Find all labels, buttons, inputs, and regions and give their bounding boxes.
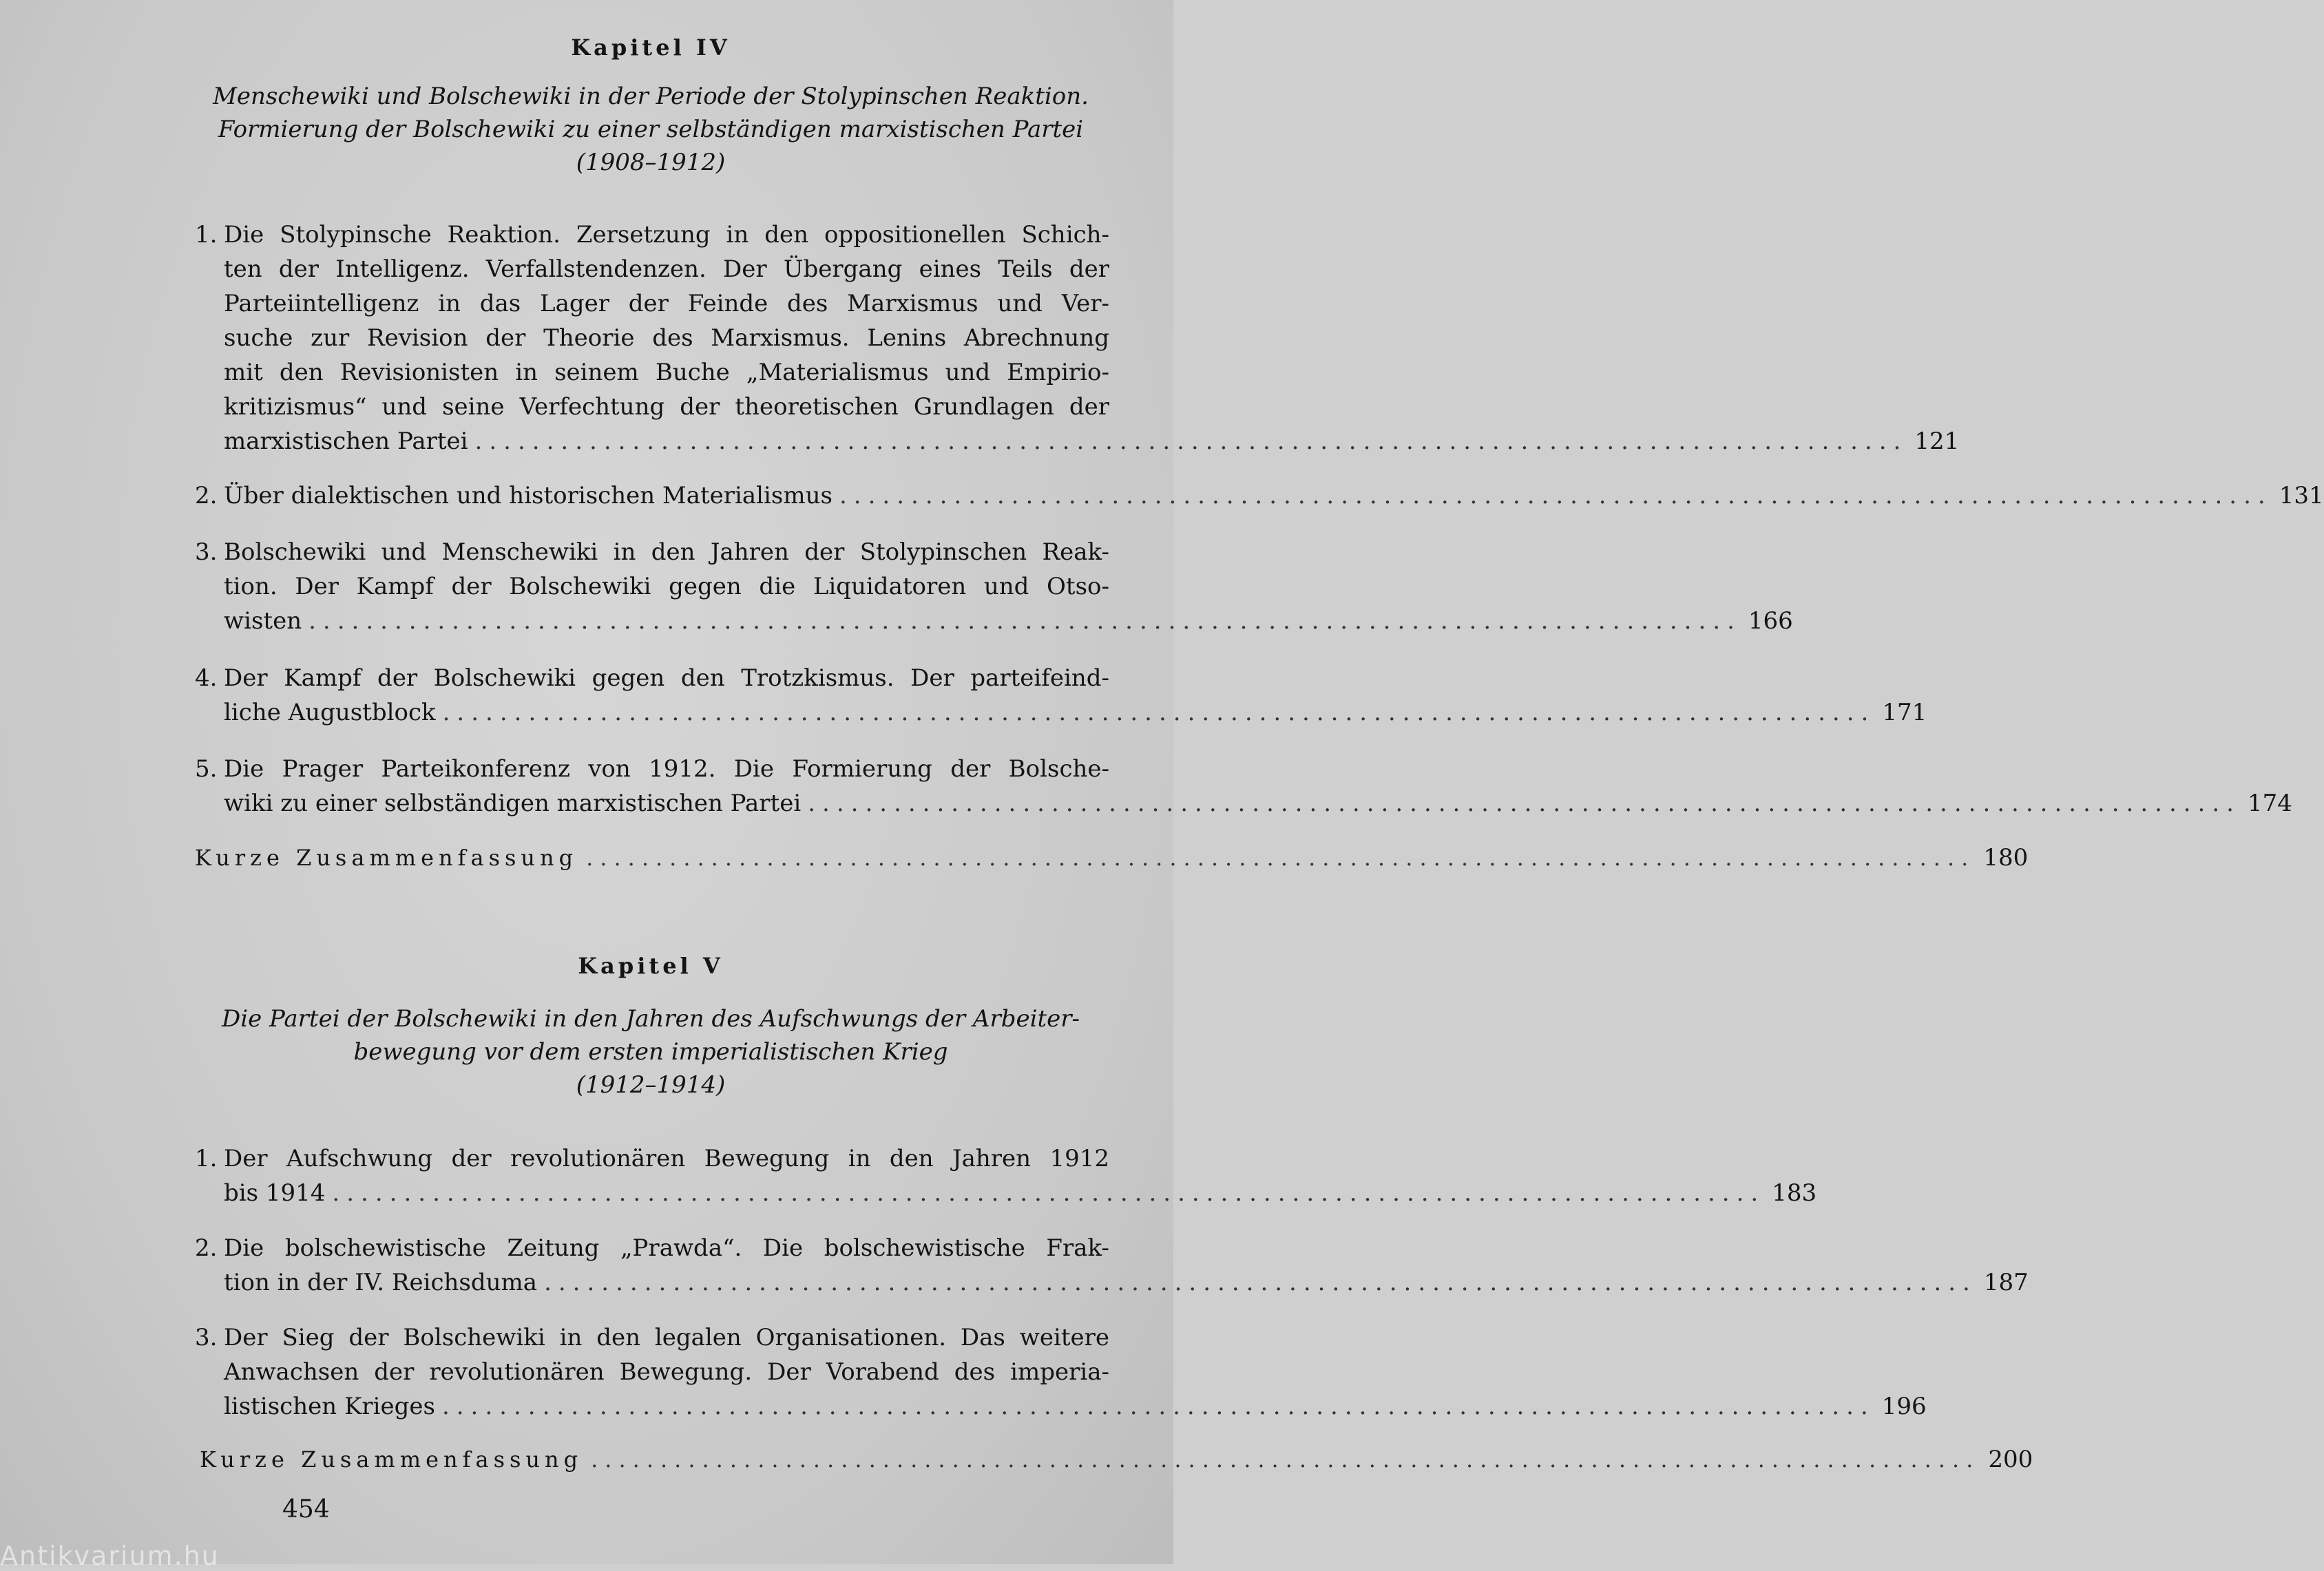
entry-last-line xyxy=(224,424,1960,458)
chapter-5-title-line: (1912–1914) xyxy=(576,1071,726,1099)
entry-line: suche zur Revision der Theorie des Marxismus. Lenins Abrechnung xyxy=(224,324,1109,352)
page-ref: 166 xyxy=(1748,607,1793,635)
entry-line: Der Sieg der Bolschewiki in den legalen Organisationen. Das weitere xyxy=(224,1324,1109,1351)
dot-leader: .................................................................................................... xyxy=(839,482,2272,509)
entry-line: Der Kampf der Bolschewiki gegen den Trotzkismus. Der parteifeind- xyxy=(224,664,1109,692)
toc-entry xyxy=(195,661,1927,730)
entry-last-line xyxy=(224,1389,1927,1424)
entry-line: kritizismus“ und seine Verfechtung der theoretischen Grundlagen der xyxy=(224,393,1109,421)
entry-last-line xyxy=(224,786,2292,821)
entry-number: 5. xyxy=(195,755,218,783)
entry-number: 4. xyxy=(195,664,218,692)
entry-line: ten der Intelligenz. Verfallstendenzen. Der Übergang eines Teils der xyxy=(224,255,1109,283)
toc-entry xyxy=(195,535,1793,638)
dot-leader: .................................................................................................... xyxy=(474,428,1908,455)
entry-line: Die bolschewistische Zeitung „Prawda“. Die bolschewistische Frak- xyxy=(224,1234,1109,1262)
page-ref: 131 xyxy=(2279,482,2324,509)
entry-line: marxistischen Partei xyxy=(224,428,468,455)
entry-line: Die Stolypinsche Reaktion. Zersetzung in den oppositionellen Schich- xyxy=(224,221,1109,249)
chapter-4-title-line: (1908–1912) xyxy=(576,149,726,176)
entry-number: 3. xyxy=(195,1324,218,1351)
entry-line: liche Augustblock xyxy=(224,699,436,726)
chapter-5-summary xyxy=(200,1446,2033,1473)
chapter-5-title xyxy=(186,1002,1116,1101)
entry-line: wisten xyxy=(224,607,302,635)
dot-leader: .................................................................................................... xyxy=(332,1179,1766,1207)
entry-number: 1. xyxy=(195,1145,218,1172)
page-ref: 180 xyxy=(1983,844,2029,872)
page-ref: 187 xyxy=(1983,1269,2029,1296)
summary-label: Kurze Zusammenfassung xyxy=(195,845,578,871)
chapter-5-title-line: Die Partei der Bolschewiki in den Jahren des Aufschwungs der Arbeiter- xyxy=(221,1005,1080,1033)
entry-number: 2. xyxy=(195,1234,218,1262)
chapter-4-title-line: Menschewiki und Bolschewiki in der Periode der Stolypinschen Reaktion. xyxy=(213,83,1089,110)
page-number: 454 xyxy=(282,1495,330,1523)
dot-leader: .................................................................................................... xyxy=(308,607,1741,635)
toc-entry xyxy=(195,478,2324,513)
entry-line: Der Aufschwung der revolutionären Bewegung in den Jahren 1912 xyxy=(224,1145,1109,1172)
entry-line: listischen Krieges xyxy=(224,1393,435,1420)
page-ref: 200 xyxy=(1988,1446,2033,1473)
toc-entry xyxy=(195,218,1960,458)
dot-leader: .................................................................................................... xyxy=(591,1446,1980,1473)
entry-line: tion in der IV. Reichsduma xyxy=(224,1269,538,1296)
entry-last-line xyxy=(224,1176,1817,1210)
page-ref: 196 xyxy=(1881,1393,1927,1420)
chapter-4-summary xyxy=(195,844,2029,872)
entry-line: Anwachsen der revolutionären Bewegung. Der Vorabend des imperia- xyxy=(224,1358,1109,1386)
chapter-4-label: Kapitel IV xyxy=(571,34,731,61)
dot-leader: .................................................................................................... xyxy=(544,1269,1977,1296)
entry-line: Die Prager Parteikonferenz von 1912. Die Formierung der Bolsche- xyxy=(224,755,1109,783)
chapter-4-title xyxy=(186,80,1116,179)
entry-number: 3. xyxy=(195,538,218,566)
entry-line: bis 1914 xyxy=(224,1179,326,1207)
entry-last-line xyxy=(224,478,2324,513)
chapter-4-title-line: Formierung der Bolschewiki zu einer selbständigen marxistischen Partei xyxy=(218,116,1084,143)
dot-leader: .................................................................................................... xyxy=(441,1393,1875,1420)
summary-label: Kurze Zusammenfassung xyxy=(200,1446,583,1473)
dot-leader: .................................................................................................... xyxy=(808,790,2241,817)
page-ref: 121 xyxy=(1914,428,1960,455)
entry-last-line xyxy=(224,695,1927,730)
entry-last-line xyxy=(224,604,1793,638)
dot-leader: .................................................................................................... xyxy=(586,845,1976,871)
page-ref: 171 xyxy=(1882,699,1927,726)
toc-entry xyxy=(195,1141,1817,1210)
dot-leader: .................................................................................................... xyxy=(442,699,1876,726)
chapter-5-label: Kapitel V xyxy=(578,953,724,979)
entry-number: 1. xyxy=(195,221,218,249)
toc-entry xyxy=(195,1231,2029,1300)
entry-line: wiki zu einer selbständigen marxistischen Partei xyxy=(224,790,802,817)
watermark: Antikvarium.hu xyxy=(0,1541,220,1571)
entry-last-line xyxy=(224,1265,2029,1300)
entry-line: Über dialektischen und historischen Materialismus xyxy=(224,482,833,509)
page-ref: 183 xyxy=(1772,1179,1817,1207)
toc-entry xyxy=(195,752,2292,821)
entry-line: Bolschewiki und Menschewiki in den Jahren der Stolypinschen Reak- xyxy=(224,538,1109,566)
entry-number: 2. xyxy=(195,482,218,509)
toc-entry xyxy=(195,1320,1927,1424)
entry-line: mit den Revisionisten in seinem Buche „Materialismus und Empirio- xyxy=(224,359,1109,386)
entry-line: Parteiintelligenz in das Lager der Feinde des Marxismus und Ver- xyxy=(224,290,1109,317)
page-ref: 174 xyxy=(2247,790,2292,817)
chapter-5-title-line: bewegung vor dem ersten imperialistischen Krieg xyxy=(353,1038,948,1066)
entry-line: tion. Der Kampf der Bolschewiki gegen die Liquidatoren und Otso- xyxy=(224,573,1109,600)
